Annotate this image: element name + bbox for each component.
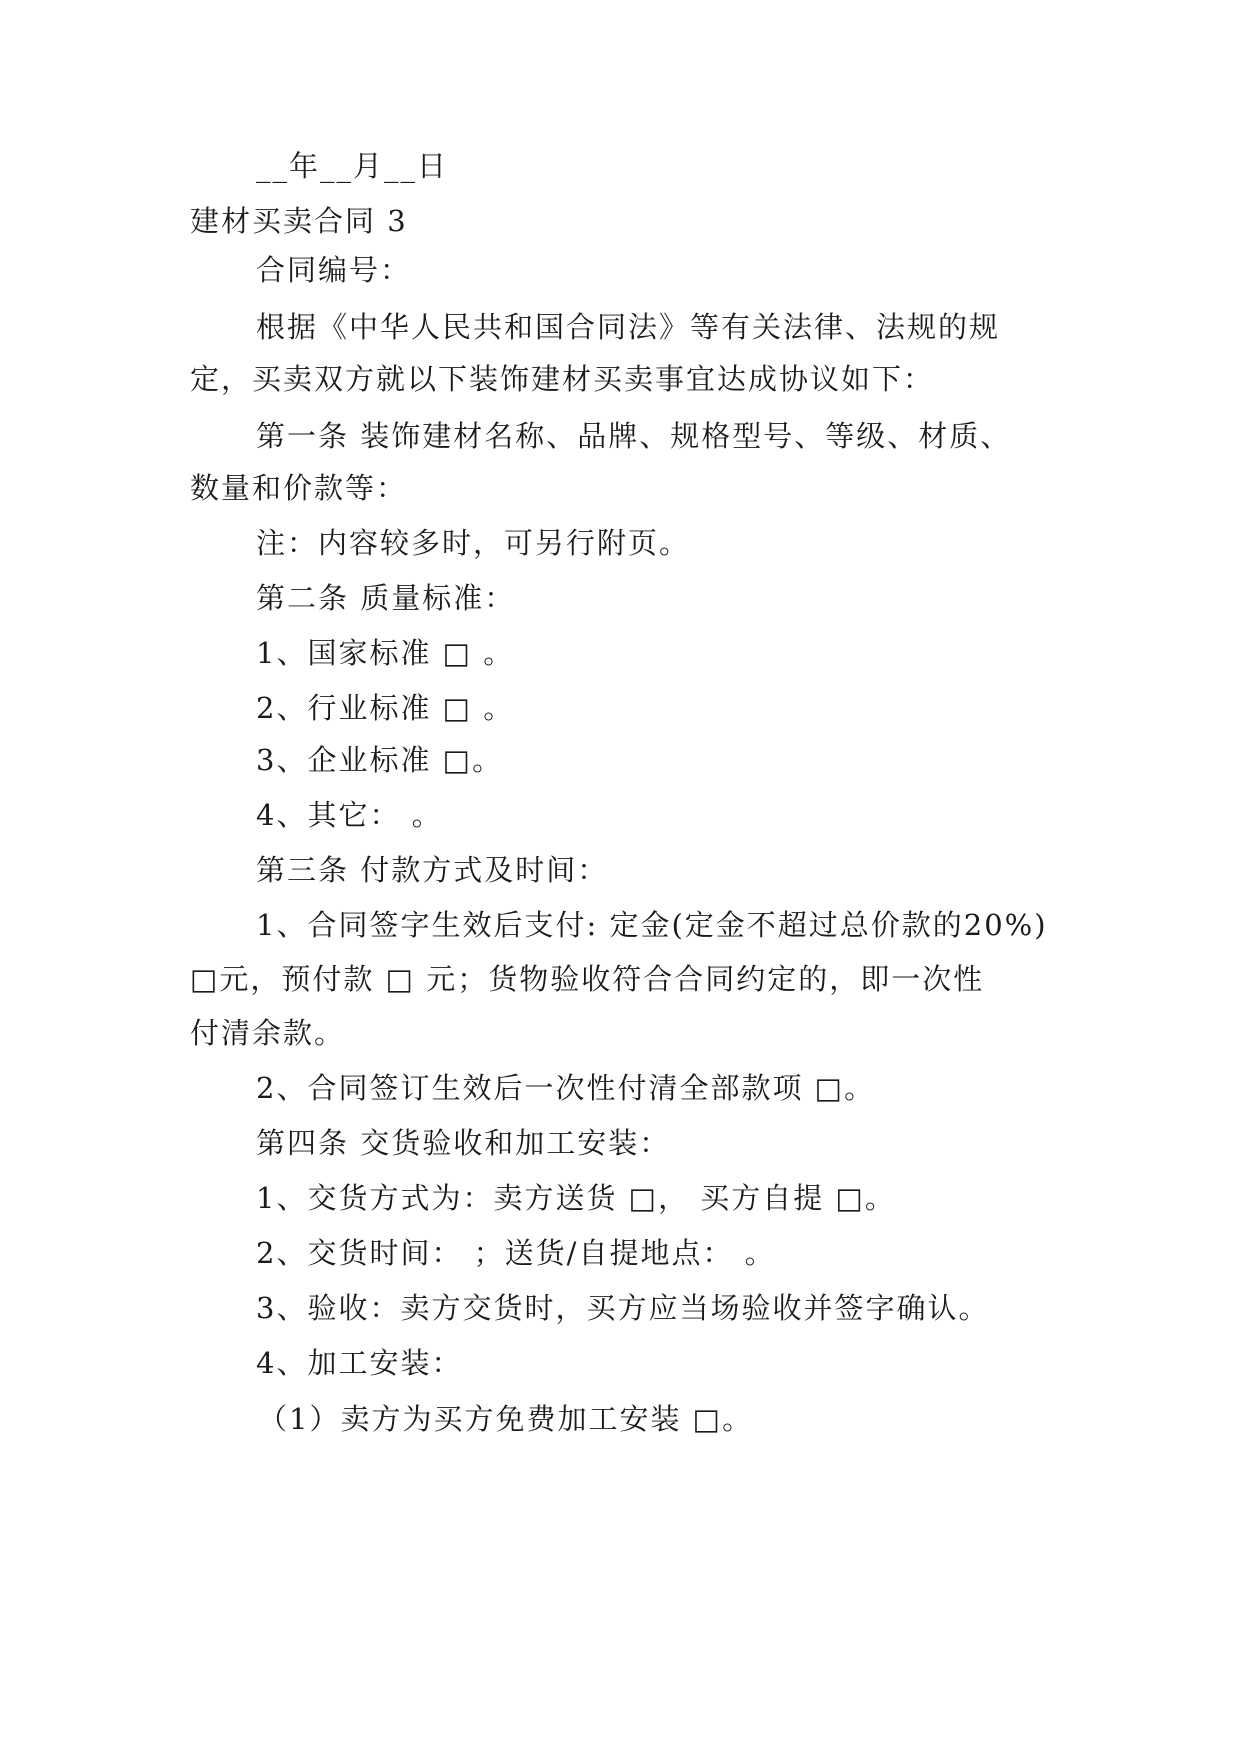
article-4-item-4-sub-1: （1）卖方为买方免费加工安装 □。 — [258, 1402, 754, 1436]
article-2-item-4: 4、其它： 。 — [256, 798, 443, 832]
article-4-item-1: 1、交货方式为：卖方送货 □， 买方自提 □。 — [256, 1181, 896, 1215]
article-3-item-1-line-3: 付清余款。 — [190, 1016, 346, 1050]
article-2-item-2: 2、行业标准 □ 。 — [256, 691, 515, 725]
contract-number-label: 合同编号： — [256, 253, 412, 287]
preamble-line-2: 定，买卖双方就以下装饰建材买卖事宜达成协议如下： — [190, 362, 935, 396]
article-3-item-1-line-1: 1、合同签字生效后支付: 定金(定金不超过总价款的20%) — [256, 908, 1048, 942]
article-2-item-1: 1、国家标准 □ 。 — [256, 636, 515, 670]
contract-title: 建材买卖合同 3 — [190, 204, 408, 238]
date-line: __年__月__日 — [256, 149, 449, 183]
article-1-line-2: 数量和价款等： — [190, 471, 408, 505]
article-1-line-1: 第一条 装饰建材名称、品牌、规格型号、等级、材质、 — [256, 419, 1012, 453]
note-line: 注：内容较多时，可另行附页。 — [256, 526, 691, 560]
article-3-item-1-line-2: □元，预付款 □ 元；货物验收符合合同约定的，即一次性 — [190, 962, 985, 996]
article-2-item-3: 3、企业标准 □。 — [256, 743, 504, 777]
article-4-item-2: 2、交货时间： ；送货/自提地点： 。 — [256, 1236, 776, 1270]
article-2-heading: 第二条 质量标准： — [256, 581, 516, 615]
article-4-item-3: 3、验收：卖方交货时，买方应当场验收并签字确认。 — [256, 1291, 990, 1325]
article-3-heading: 第三条 付款方式及时间： — [256, 853, 609, 887]
article-4-heading: 第四条 交货验收和加工安装： — [256, 1126, 671, 1160]
article-4-item-4: 4、加工安装： — [256, 1346, 463, 1380]
preamble-line-1: 根据《中华人民共和国合同法》等有关法律、法规的规 — [256, 310, 1001, 344]
article-3-item-2: 2、合同签订生效后一次性付清全部款项 □。 — [256, 1071, 876, 1105]
